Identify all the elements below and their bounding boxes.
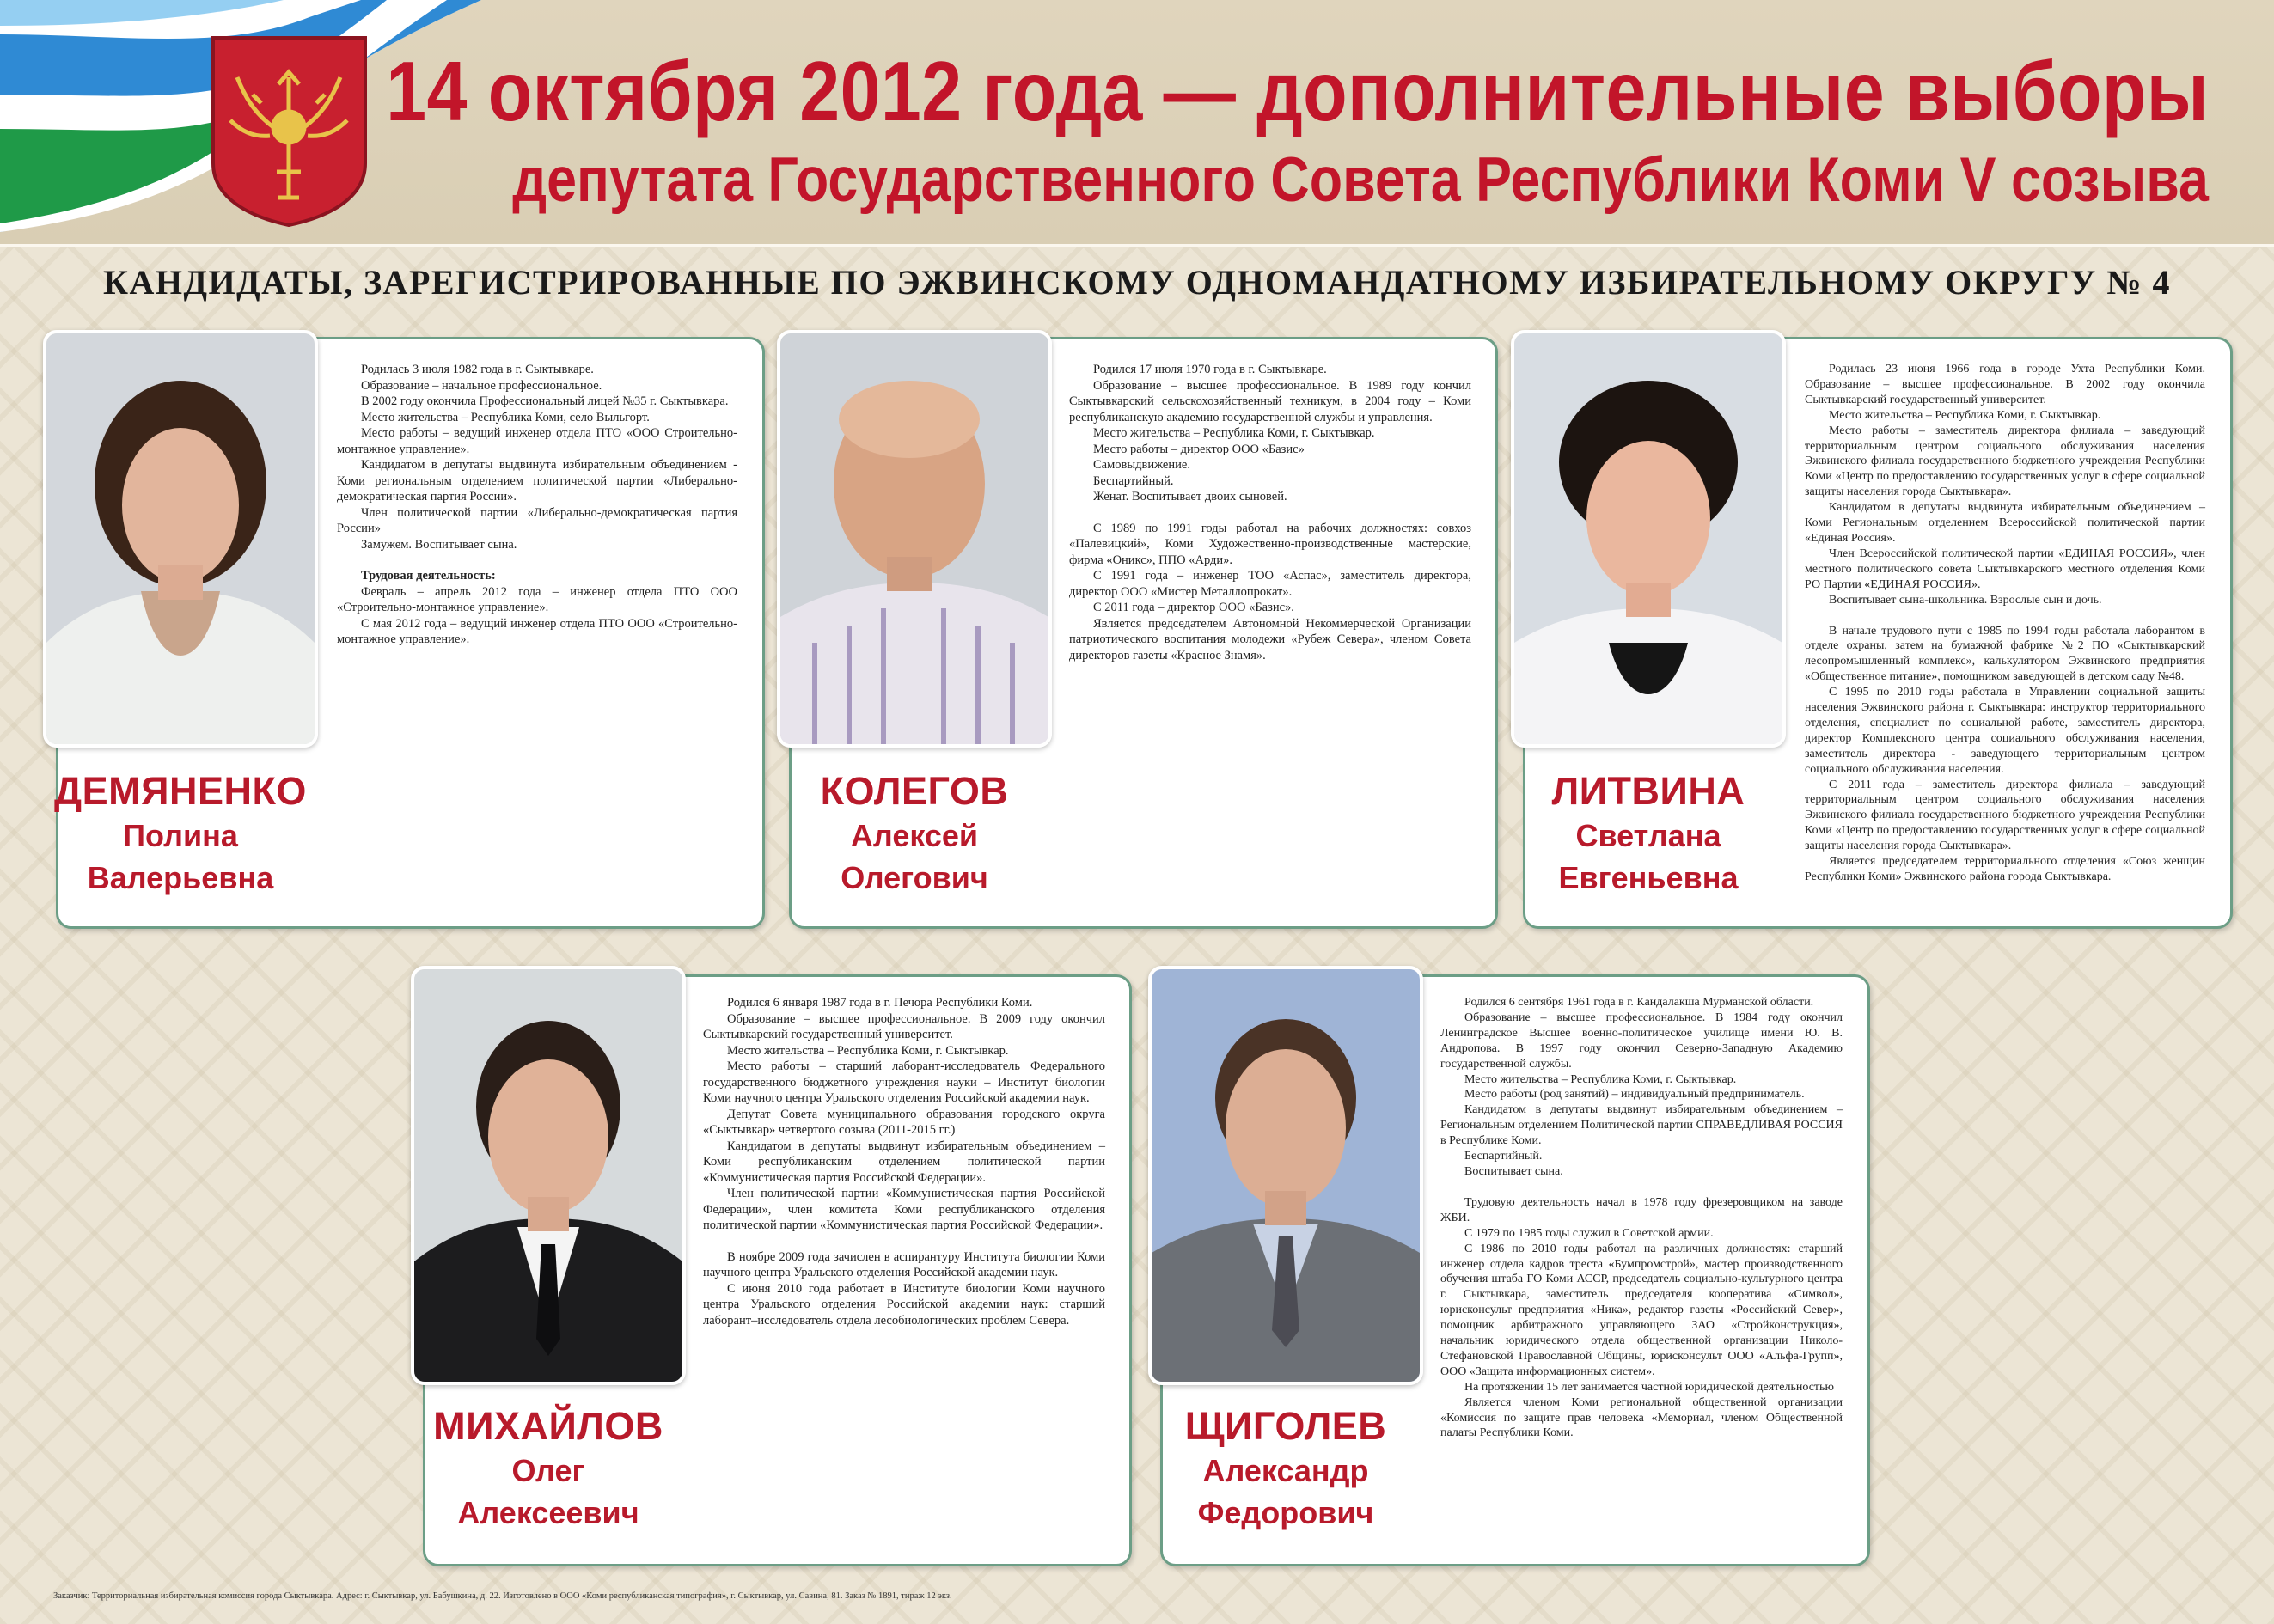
bio-line: Член политической партии «Либерально-демократическая партия России» [337,505,737,535]
candidate-bio [1440,995,1843,1441]
bio-line: В ноябре 2009 года зачислен в аспирантуру Института биологии Коми научного центра Уральского отделения Российской академии наук. [703,1249,1105,1279]
bio-line: С мая 2012 года – ведущий инженер отдела ПТО ООО «Строительно-монтажное управление». [337,616,737,646]
bio-line: Родилась 23 июня 1966 года в городе Ухта Республики Коми. Образование – высшее профессиональное. В 2002 году окончила Сыктывкарский государственный университет. [1805,363,2205,406]
bio-line: С июня 2010 года работает в Институте биологии Коми научного центра Уральского отделения Российской академии наук: старший лаборант–исследователь отдела лесобиологических проблем Севера. [703,1281,1105,1328]
candidate-surname: МИХАЙЛОВ [433,1404,663,1448]
candidate-surname: ЩИГОЛЕВ [1184,1404,1387,1448]
bio-line: Место работы – заместитель директора филиала – заведующий территориальным центром социального обслуживания населения Эжвинского филиала государственного бюджетного учреждения Республики Коми «Центр по предоставлению государственных услуг в сфере социальной защиты населения города Сыктывкара». [1805,424,2205,499]
bio-line: Является председателем Автономной Некоммерческой Организации патриотического воспитания молодежи «Рубеж Севера», членом Совета директоров газеты «Красное Знамя». [1069,616,1471,662]
candidate-photo [1511,330,1786,748]
bio-line: Кандидатом в депутаты выдвинута избирательным объединением - Коми региональным отделением политической партии «Либерально-демократическая партия России». [337,458,737,504]
bio-line: Образование – высшее профессиональное. В 1989 году кончил Сыктывкарский сельскохозяйственный техникум, в 2004 году – Коми республиканскую академию государственной службы и управления. [1069,378,1471,424]
bio-line: С 1979 по 1985 годы служил в Советской армии. [1464,1226,1714,1240]
candidate-name [1148,1403,1423,1534]
bio-line: Самовыдвижение. [1093,458,1190,472]
candidate-name [43,768,318,899]
candidate-patronymic: Олегович [841,860,988,895]
bio-line: На протяжении 15 лет занимается частной юридической деятельностью [1464,1380,1834,1394]
candidate-patronymic: Федорович [1197,1495,1374,1530]
print-imprint: Заказчик: Территориальная избирательная комиссия города Сыктывкара. Адрес: г. Сыктывкар, ул. Бабушкина, д. 22. Изготовлено в ООО «Коми республиканская типография», г. Сыктывкар, ул. Савина, 81. Заказ № 1891, тираж 12 экз. [53,1591,952,1601]
bio-line: Член политической партии «Коммунистическая партия Российской Федерации», член комитета Коми республиканского отделения политической партии «Коммунистическая партия Российской Федерации». [703,1187,1105,1232]
komi-coat-of-arms-icon [210,34,369,228]
bio-line: В начале трудового пути с 1985 по 1994 годы работала лаборантом в отделе охраны, затем на бумажной фабрике №2 ПО «Сыктывкарский лесопромышленный комплекс», калькулятором Эжвинского предприятия «Общественное питание», помощником заведующей в детском саду №48. [1805,624,2205,684]
candidate-photo [411,966,686,1385]
bio-line: Является членом Коми региональной общественной организации «Комиссия по защите прав человека «Мемориал, членом Общественной палаты Республики Коми. [1440,1395,1843,1440]
candidate-bio [1069,362,1471,663]
header-divider [0,244,2274,247]
candidates-heading: КАНДИДАТЫ, ЗАРЕГИСТРИРОВАННЫЕ ПО ЭЖВИНСКОМУ ОДНОМАНДАТНОМУ ИЗБИРАТЕЛЬНОМУ ОКРУГУ № 4 [102,263,2172,302]
bio-line: С 1989 по 1991 годы работал на рабочих должностях: совхоз «Палевицкий», Коми Художественно-производственные мастерские, фирма «Оникс», ППО «Арди». [1069,521,1471,567]
candidate-bio [337,362,737,648]
candidate-first-name: Полина [123,818,238,853]
candidate-first-name: Светлана [1575,818,1721,853]
candidate-name [411,1403,686,1534]
bio-line: Является председателем территориального отделения «Союз женщин Республики Коми» Эжвинского района города Сыктывкара. [1805,855,2205,883]
bio-line: Кандидатом в депутаты выдвинут избирательным объединением – Коми республиканским отделением политической партии «Коммунистическая партия Российской Федерации». [703,1139,1105,1185]
candidate-surname: ДЕМЯНЕНКО [54,769,307,813]
candidate-first-name: Олег [511,1453,585,1488]
bio-line: Место работы – ведущий инженер отдела ПТО «ООО Строительно-монтажное управление». [337,426,737,456]
bio-line: С 2011 года – заместитель директора филиала – заведующий территориальным центром социального обслуживания населения Эжвинского филиала государственного бюджетного учреждения Республики Коми «Центр по предоставлению государственных услуг в сфере социальной защиты населения города Сыктывкара». [1805,778,2205,853]
bio-line: С 1995 по 2010 годы работала в Управлении социальной защиты населения Эжвинского района г. Сыктывкара: инструктор территориального отделения, специалист по социальной работе, заместитель директора, директор Комплексного центра социального обслуживания населения, заместитель директора - заведующего территориальным центром социального обслуживания населения. [1805,686,2205,776]
bio-line: С 1986 по 2010 годы работал на различных должностях: старший инженер отдела кадров треста «Бумпромстрой», мастер производственного обучения штаба ГО Коми АССР, председатель социально-культурного центра г. Сыктывкара, заместитель председателя кооператива «Символ», юрисконсульт предприятия «Ника», редактор газеты «Российский Север», помощник арбитражного управляющего ЗАО «Стройконструкция», начальник юридического отдела общественной организации Николо-Стефановской Православной Общины, юрисконсульт ООО «Альфа-Групп», ООО «Защита информационных систем». [1440,1242,1843,1378]
bio-line: Родился 6 января 1987 года в г. Печора Республики Коми. [727,996,1033,1010]
main-subtitle: депутата Государственного Совета Республики Коми V созыва [512,145,2209,215]
bio-line: Место жительства – Республика Коми, г. Сыктывкар. [1829,408,2101,422]
bio-line: Место работы – старший лаборант-исследователь Федерального государственного бюджетного учреждения науки – Институт биологии Коми научного центра Уральского отделения Российской академии наук. [703,1059,1105,1105]
bio-line: Место работы (род занятий) – индивидуальный предприниматель. [1464,1088,1805,1102]
candidate-patronymic: Валерьевна [87,860,274,895]
bio-line: Кандидатом в депутаты выдвинута избирательным объединением – Коми Региональным отделением Всероссийской политической партии «Единая Россия». [1805,501,2205,545]
candidate-bio [1805,362,2205,885]
bio-line: Воспитывает сына-школьника. Взрослые сын и дочь. [1829,593,2102,607]
bio-line: С 1991 года – инженер ТОО «Аспас», заместитель директора, директор ООО «Мистер Металлопрокат». [1069,569,1471,599]
bio-line: Женат. Воспитывает двоих сыновей. [1093,490,1287,504]
bio-line: Родился 6 сентября 1961 года в г. Кандалакша Мурманской области. [1464,996,1814,1009]
bio-line: Член Всероссийской политической партии «ЕДИНАЯ РОССИЯ», член местного политического совета Сыктывкарского местного отделения Коми РО Партии «ЕДИНАЯ РОССИЯ». [1805,546,2205,591]
candidate-first-name: Алексей [850,818,979,853]
bio-line: Кандидатом в депутаты выдвинут избирательным объединением – Региональным отделением Политической партии СПРАВЕДЛИВАЯ РОССИЯ в Республике Коми. [1440,1103,1843,1148]
bio-line: Место работы – директор ООО «Базис» [1093,442,1305,456]
bio-line: Воспитывает сына. [1464,1164,1563,1178]
candidate-surname: КОЛЕГОВ [820,769,1009,813]
bio-line: Образование – высшее профессиональное. В 2009 году окончил Сыктывкарский государственный университет. [703,1011,1105,1041]
bio-line: Трудовая деятельность: [361,569,496,583]
bio-line: С 2011 года – директор ООО «Базис». [1093,601,1294,614]
bio-line: Замужем. Воспитывает сына. [361,537,517,552]
bio-line: Место жительства – Республика Коми, село Выльгорт. [361,410,650,424]
candidate-photo [777,330,1052,748]
bio-line: Образование – начальное профессиональное. [361,378,602,393]
candidate-surname: ЛИТВИНА [1551,769,1745,813]
bio-line: Беспартийный. [1464,1150,1543,1163]
candidate-name [777,768,1052,899]
candidate-first-name: Александр [1202,1453,1369,1488]
candidate-patronymic: Евгеньевна [1558,860,1739,895]
candidate-photo [1148,966,1423,1385]
bio-line: Место жительства – Республика Коми, г. Сыктывкар. [727,1043,1009,1058]
main-title: 14 октября 2012 года — дополнительные выборы [386,44,2209,138]
bio-line: Февраль – апрель 2012 года – инженер отдела ПТО ООО «Строительно-монтажное управление». [337,584,737,614]
bio-line: Беспартийный. [1093,473,1174,488]
bio-line: Родился 17 июля 1970 года в г. Сыктывкаре. [1093,363,1327,376]
candidate-bio [703,995,1105,1328]
bio-line: Депутат Совета муниципального образования городского округа «Сыктывкар» четвертого созыва (2011-2015 гг.) [703,1107,1105,1137]
candidate-patronymic: Алексеевич [457,1495,639,1530]
bio-line: Трудовую деятельность начал в 1978 году фрезеровщиком на заводе ЖБИ. [1440,1195,1843,1224]
bio-line: Образование – высшее профессиональное. В 1984 году окончил Ленинградское Высшее военно-политическое училище имени Ю. В. Андропова. В 1997 году окончил Северно-Западную Академию государственной службы. [1440,1010,1843,1071]
candidate-name [1511,768,1786,899]
header-band [0,0,2274,244]
bio-line: Место жительства – Республика Коми, г. Сыктывкар. [1093,426,1375,440]
bio-line: Родилась 3 июля 1982 года в г. Сыктывкаре. [361,363,594,376]
candidate-photo [43,330,318,748]
bio-line: В 2002 году окончила Профессиональный лицей №35 г. Сыктывкара. [361,394,729,408]
bio-line: Место жительства – Республика Коми, г. Сыктывкар. [1464,1072,1737,1086]
